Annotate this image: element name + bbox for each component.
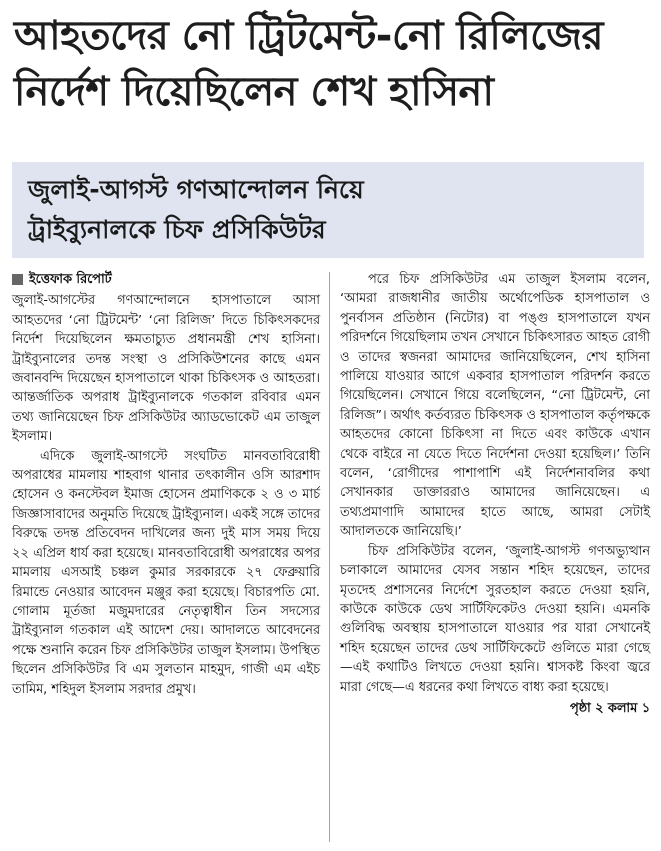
paragraph: জুলাই-আগস্টের গণআন্দোলনে হাসপাতালে আসা আহতদের ‘নো ট্রিটমেন্ট’ ‘নো রিলিজ’ দিতে চিকিৎসকদের নির্দেশ দিয়েছিলেন ক্ষমতাচ্যুত প্রধানমন্ত্রী শেখ হাসিনা। ট্রাইব্যুনালের তদন্ত সংস্থা ও প্রসিকিউশনের কাছে এমন জবানবন্দি দিয়েছেন হাসপাতালে থাকা চিকিৎসক ও আহতরা। আন্তর্জাতিক অপরাধ ট্রাইব্যুনালকে গতকাল রবিবার এমন তথ্য জানিয়েছেন চিফ প্রসিকিউটর অ্যাডভোকেট এম তাজুল ইসলাম। — [12, 293, 320, 445]
paragraph: পরে চিফ প্রসিকিউটর এম তাজুল ইসলাম বলেন, ‘আমরা রাজধানীর জাতীয় অর্থোপেডিক হাসপাতাল ও পুনর্বাসন প্রতিষ্ঠান (নিটোর) বা পঙ্গু হাসপাতালে যখন পরিদর্শনে গিয়েছিলাম তখন সেখানে চিকিৎসারত আহত রোগী ও তাদের স্বজনরা আমাদের জানিয়েছিলেন, শেখ হাসিনা পালিয়ে যাওয়ার আগে একবার হাসপাতাল পরিদর্শন করতে গিয়েছিলেন। সেখানে গিয়ে বলেছিলেন, “নো ট্রিটমেন্ট, নো রিলিজ”। অর্থাৎ কর্তব্যরত চিকিৎসক ও হাসপাতাল কর্তৃপক্ষকে আহতদের কোনো চিকিৎসা না দিতে এবং কাউকে এখান থেকে বাইরে না যেতে দিতে নির্দেশনা দেওয়া হয়েছিল।’ তিনি বলেন, ‘রোগীদের পাশাপাশি এই নির্দেশনাবলির কথা সেখানকার ডাক্তাররাও আমাদের জানিয়েছেন। এ তথ্যপ্রমাণাদি আমাদের হাতে আছে, আমরা সেটাই আদালতকে জানিয়েছি।’ — [340, 272, 650, 540]
article-column-left — [12, 270, 320, 699]
byline — [12, 270, 320, 289]
subheadline-line-2: ট্রাইব্যুনালকে চিফ প্রসিকিউটর — [28, 215, 326, 244]
column-divider — [329, 272, 330, 842]
headline-line-1: আহতদের নো ট্রিটমেন্ট-নো রিলিজের — [14, 13, 604, 59]
headline-line-2: নির্দেশ দিয়েছিলেন শেখ হাসিনা — [14, 69, 494, 115]
subheadline-box — [12, 162, 644, 258]
paragraph: চিফ প্রসিকিউটর বলেন, ‘জুলাই-আগস্ট গণঅভ্যুত্থান চলাকালে আমাদের যেসব সন্তান শহিদ হয়েছেন, তাদের মৃতদেহ প্রশাসনের নির্দেশে সুরতহাল করতে দেওয়া হয়নি, কাউকে কাউকে ডেথ সার্টিফিকেটও দেওয়া হয়নি। এমনকি গুলিবিদ্ধ অবস্থায় হাসপাতালে যাওয়ার পর যারা সেখানেই শহিদ হয়েছেন তাদের ডেথ সার্টিফিকেটে গুলিতে মারা গেছে—এই কথাটিও লিখতে দেওয়া হয়নি। শ্বাসকষ্ট কিংবা জ্বরে মারা গেছে—এ ধরনের কথা লিখতে বাধ্য করা হয়েছে। — [340, 543, 650, 695]
continuation-note: পৃষ্ঠা ২ কলাম ১ — [569, 700, 650, 716]
paragraph: এদিকে জুলাই-আগস্টে সংঘটিত মানবতাবিরোধী অপরাধের মামলায় শাহবাগ থানার তৎকালীন ওসি আরশাদ হোসেন ও কনস্টেবল ইমাজ হোসেন প্রমাণিককে ২ ও ৩ মার্চ জিজ্ঞাসাবাদের অনুমতি দিয়েছে ট্রাইব্যুনাল। একই সঙ্গে তাদের বিরুদ্ধে তদন্ত প্রতিবেদন দাখিলের জন্য দুই মাস সময় দিয়ে ২২ এপ্রিল ধার্য করা হয়েছে। মানবতাবিরোধী অপরাধের অপর মামলায় এসআই চঞ্চল কুমার সরকারকে ২৭ ফেব্রুয়ারি রিমান্ডে নেওয়ার আবেদন মঞ্জুর করা হয়েছে। বিচারপতি মো. গোলাম মূর্তজা মজুমদারের নেতৃত্বাধীন তিন সদস্যের ট্রাইব্যুনাল গতকাল এই আদেশ দেয়। আদালতে আবেদনের পক্ষে শুনানি করেন চিফ প্রসিকিউটর তাজুল ইসলাম। উপস্থিত ছিলেন প্রসিকিউটর বি এম সুলতান মাহমুদ, গাজী এম এইচ তামিম, শহিদুল ইসলাম সরদার প্রমুখ। — [12, 448, 321, 697]
headline — [14, 8, 654, 120]
article-column-right — [340, 270, 650, 718]
subheadline-line-1: জুলাই-আগস্ট গণআন্দোলন নিয়ে — [28, 175, 364, 204]
square-bullet-icon — [12, 274, 23, 285]
byline-text: ইত্তেফাক রিপোর্ট — [29, 272, 112, 287]
